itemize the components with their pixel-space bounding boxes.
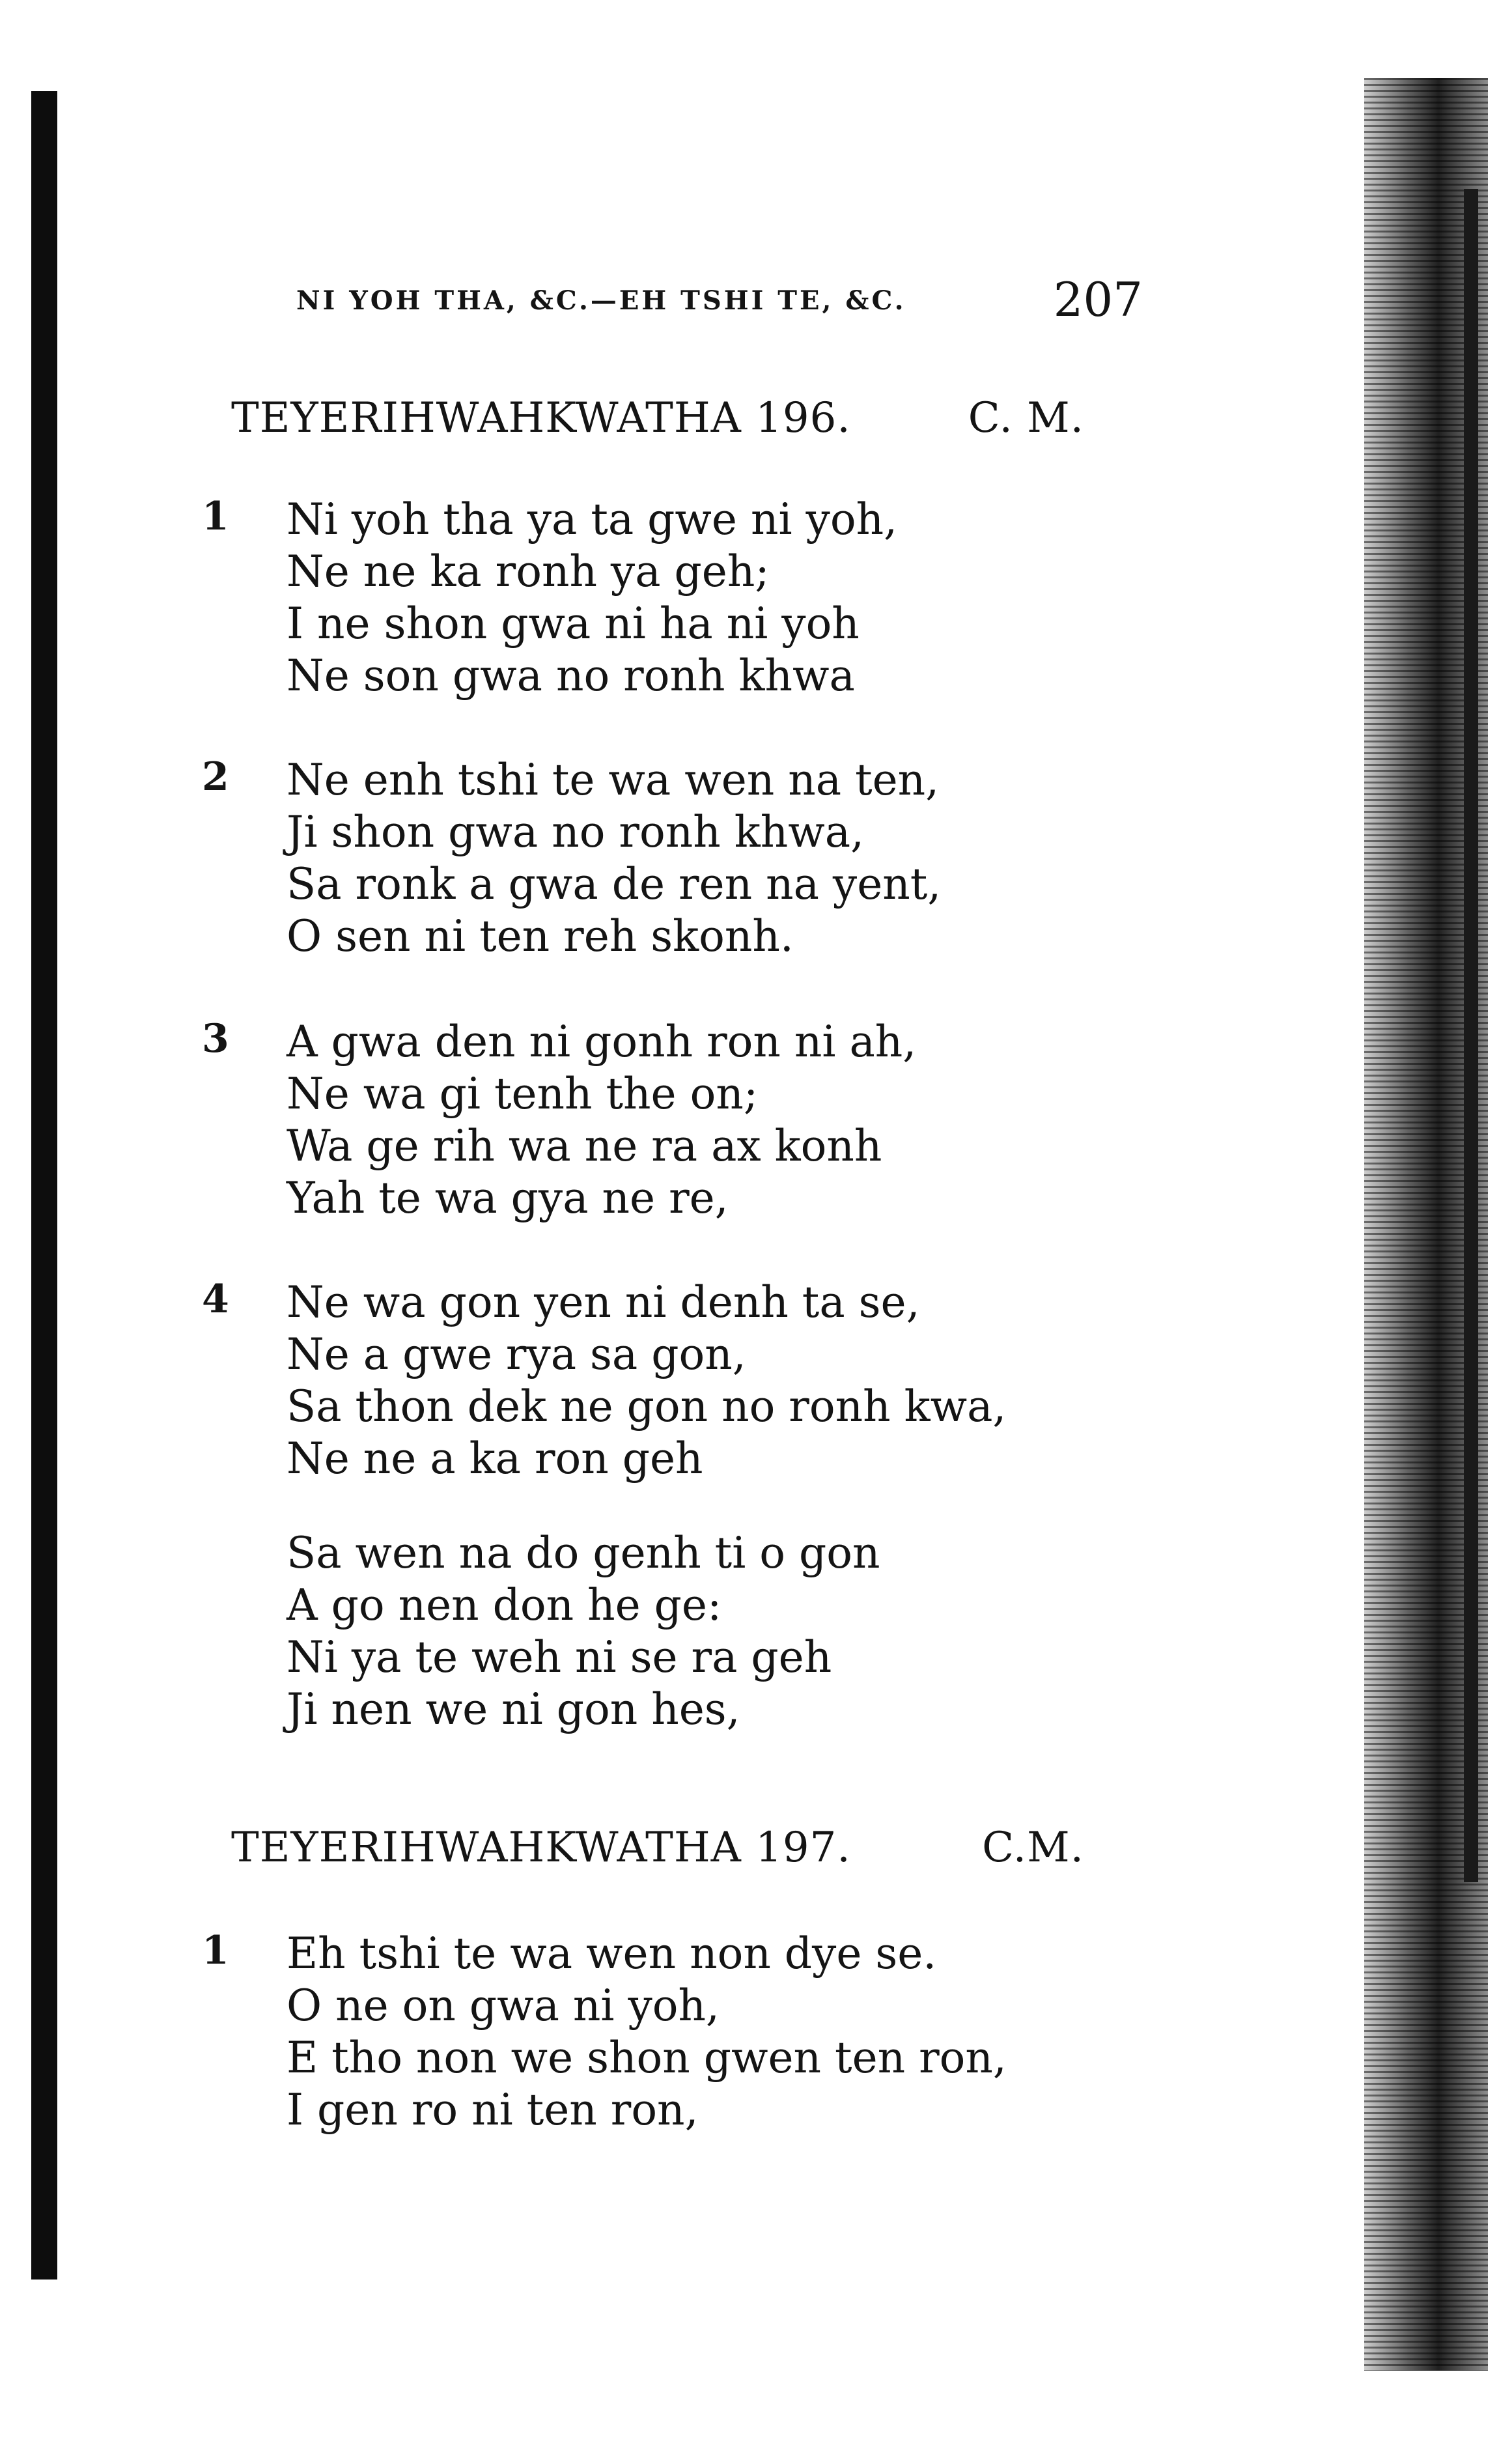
- verse-line: Ne son gwa no ronh khwa: [287, 651, 855, 701]
- verse-line: Ne ne ka ronh ya geh;: [287, 546, 770, 597]
- verse-line: Wa ge rih wa ne ra ax konh: [287, 1121, 882, 1171]
- stanza-lines: [287, 1016, 916, 1224]
- verse-line: I gen ro ni ten ron,: [287, 2085, 699, 2135]
- verse-line: Sa ronk a gwa de ren na yent,: [287, 859, 942, 909]
- stanza-lines: [287, 1928, 1007, 2136]
- verse-line: Yah te wa gya ne re,: [287, 1173, 729, 1223]
- verse-line: O sen ni ten reh skonh.: [287, 911, 794, 961]
- hymn-title: TEYERIHWAHKWATHA 197.: [231, 1824, 851, 1872]
- verse-line: Ne enh tshi te wa wen na ten,: [287, 755, 940, 805]
- verse-line: I ne shon gwa ni ha ni yoh: [287, 599, 860, 649]
- verse-line: Ne a gwe rya sa gon,: [287, 1329, 746, 1379]
- stanza-lines: [287, 1527, 880, 1736]
- page-edge-left: [31, 91, 57, 2280]
- verse-line: Ni ya te weh ni se ra geh: [287, 1632, 832, 1682]
- verse-line: Ne wa gi tenh the on;: [287, 1069, 759, 1119]
- stanza-number: 2: [202, 754, 229, 800]
- page-number: 207: [1053, 272, 1143, 327]
- stanza-number: 1: [202, 494, 229, 539]
- verse-line: Ji nen we ni gon hes,: [287, 1684, 740, 1734]
- stanza-lines: [287, 494, 897, 702]
- verse-line: E tho non we shon gwen ten ron,: [287, 2033, 1007, 2083]
- hymn-heading-197: [231, 1824, 1104, 1882]
- verse-line: A go nen don he ge:: [287, 1580, 722, 1630]
- stanza-number: 3: [202, 1016, 229, 1062]
- verse-line: A gwa den ni gonh ron ni ah,: [287, 1017, 917, 1067]
- verse-line: Ne wa gon yen ni denh ta se,: [287, 1277, 920, 1327]
- binding-gutter-bar: [1464, 189, 1478, 1882]
- running-head: [296, 272, 1143, 331]
- hymn-meter: C.M.: [982, 1824, 1084, 1872]
- verse-line: Sa wen na do genh ti o gon: [287, 1528, 880, 1578]
- verse-line: Ni yoh tha ya ta gwe ni yoh,: [287, 494, 898, 544]
- stanza-number: 1: [202, 1928, 229, 1973]
- running-head-title: NI YOH THA, &C.—EH TSHI TE, &C.: [296, 285, 906, 316]
- hymn-title: TEYERIHWAHKWATHA 196.: [231, 394, 851, 442]
- verse-line: Ji shon gwa no ronh khwa,: [287, 807, 865, 857]
- verse-line: Ne ne a ka ron geh: [287, 1433, 703, 1484]
- stanza-number: 4: [202, 1277, 229, 1322]
- verse-line: Eh tshi te wa wen non dye se.: [287, 1928, 937, 1979]
- stanza-lines: [287, 1277, 1006, 1485]
- hymn-meter: C. M.: [968, 394, 1084, 442]
- stanza-lines: [287, 754, 941, 963]
- hymn-heading-196: [231, 394, 1104, 453]
- verse-line: O ne on gwa ni yoh,: [287, 1981, 720, 2031]
- verse-line: Sa thon dek ne gon no ronh kwa,: [287, 1381, 1007, 1432]
